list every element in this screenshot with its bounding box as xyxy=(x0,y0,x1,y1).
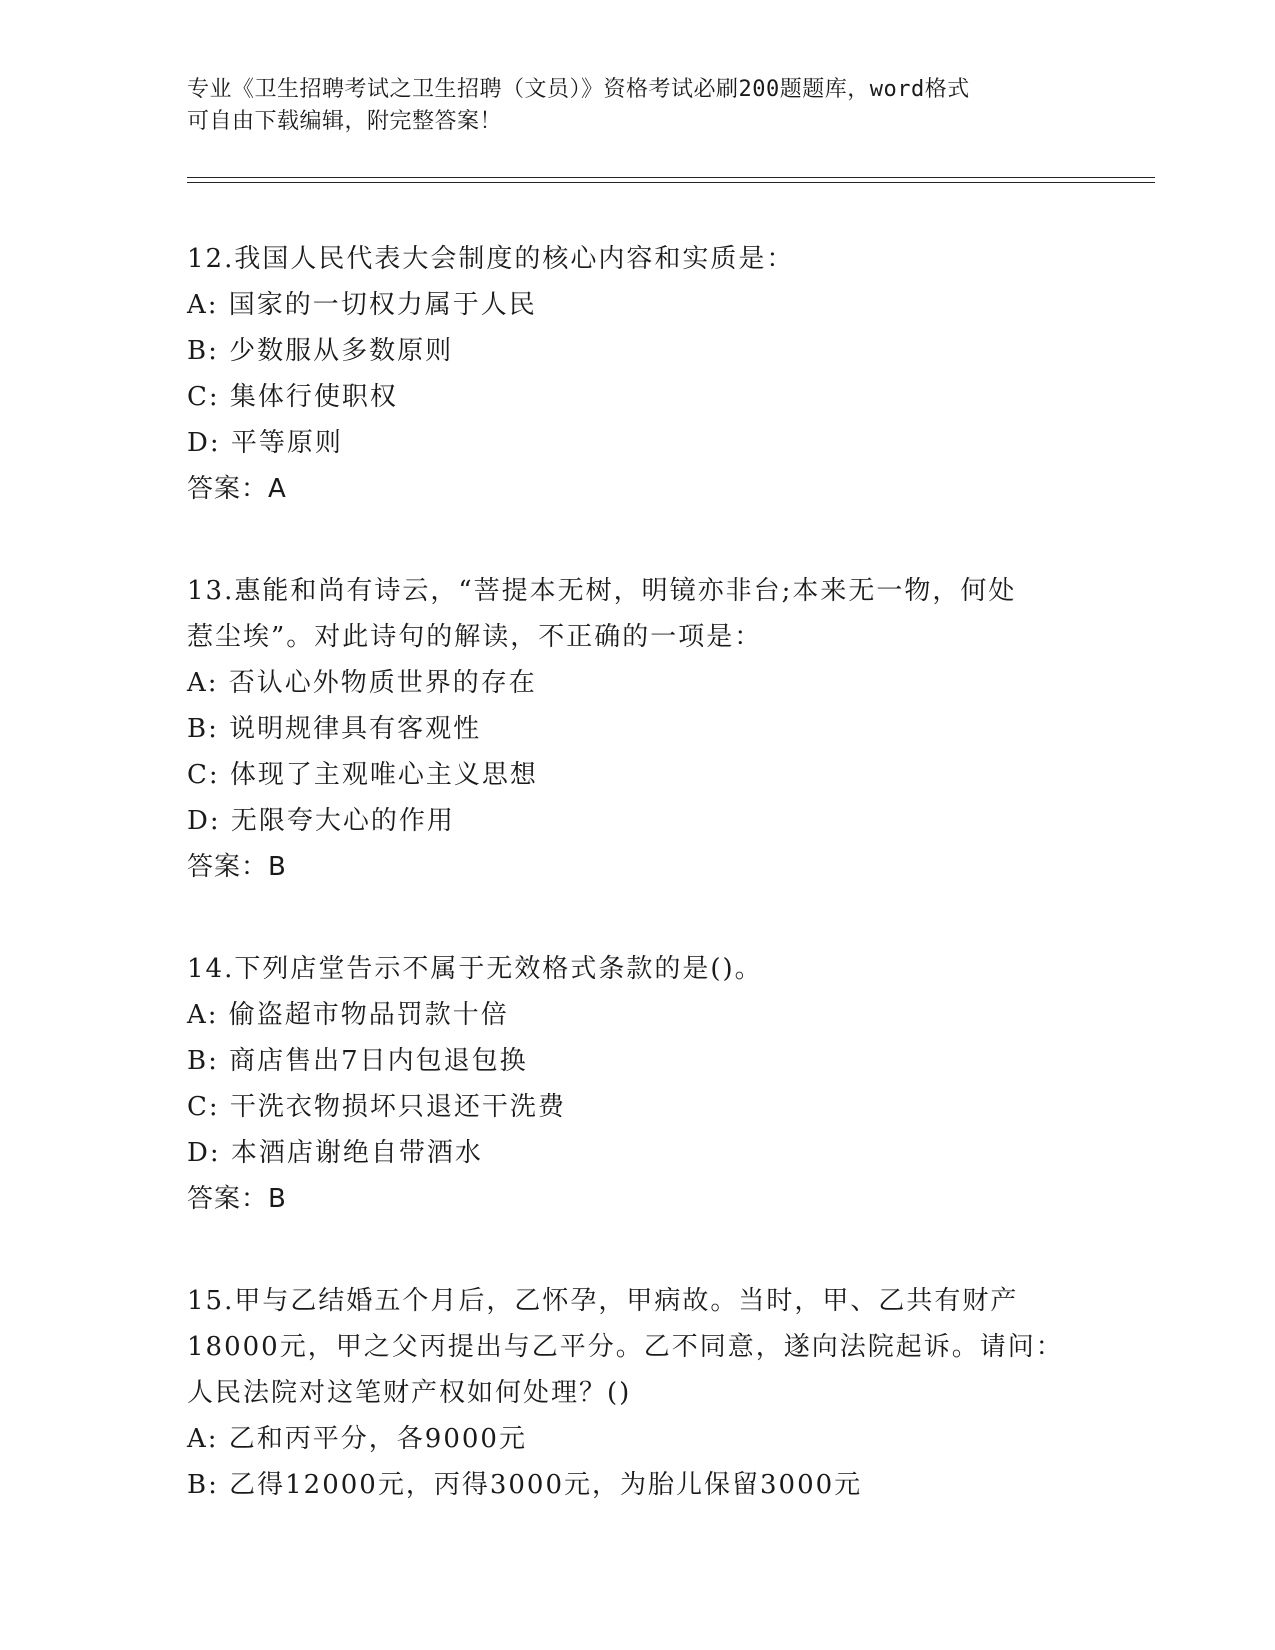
question-stem-continued: 惹尘埃”。对此诗句的解读，不正确的一项是： xyxy=(187,622,763,652)
header-line-1: 专业《卫生招聘考试之卫生招聘（文员）》资格考试必刷200题题库，word格式 xyxy=(187,77,970,102)
question-15 xyxy=(187,1278,1107,1508)
option-b: B: 说明规律具有客观性 xyxy=(187,714,482,744)
question-stem: 12.我国人民代表大会制度的核心内容和实质是： xyxy=(187,244,795,274)
answer-line: 答案：B xyxy=(187,852,287,882)
answer-line: 答案：B xyxy=(187,1184,287,1214)
header-divider-bottom xyxy=(187,182,1155,183)
option-d: D: 本酒店谢绝自带酒水 xyxy=(187,1138,483,1168)
question-12 xyxy=(187,236,1107,512)
question-stem: 14.下列店堂告示不属于无效格式条款的是()。 xyxy=(187,954,763,984)
answer-line: 答案：A xyxy=(187,474,287,504)
option-d: D: 无限夸大心的作用 xyxy=(187,806,455,836)
option-c: C: 干洗衣物损坏只退还干洗费 xyxy=(187,1092,566,1122)
question-stem: 15.甲与乙结婚五个月后，乙怀孕，甲病故。当时，甲、乙共有财产 xyxy=(187,1286,1019,1316)
option-a: A: 乙和丙平分，各9000元 xyxy=(187,1424,527,1454)
question-14 xyxy=(187,946,1107,1222)
question-stem-continued: 18000元，甲之父丙提出与乙平分。乙不同意，遂向法院起诉。请问： xyxy=(187,1332,1064,1362)
option-c: C: 体现了主观唯心主义思想 xyxy=(187,760,538,790)
header-line-2: 可自由下载编辑，附完整答案！ xyxy=(187,109,503,134)
question-stem: 13.惠能和尚有诗云，“菩提本无树，明镜亦非台;本来无一物，何处 xyxy=(187,576,1017,606)
question-stem-continued: 人民法院对这笔财产权如何处理？() xyxy=(187,1378,632,1408)
option-b: B: 少数服从多数原则 xyxy=(187,336,454,366)
document-header xyxy=(187,74,1087,138)
question-list xyxy=(187,236,1107,1564)
option-c: C: 集体行使职权 xyxy=(187,382,398,412)
header-divider-top xyxy=(187,177,1155,178)
option-a: A: 国家的一切权力属于人民 xyxy=(187,290,537,320)
option-d: D: 平等原则 xyxy=(187,428,343,458)
option-a: A: 否认心外物质世界的存在 xyxy=(187,668,537,698)
option-b: B: 商店售出7日内包退包换 xyxy=(187,1046,528,1076)
option-b: B: 乙得12000元，丙得3000元，为胎儿保留3000元 xyxy=(187,1470,863,1500)
option-a: A: 偷盗超市物品罚款十倍 xyxy=(187,1000,509,1030)
question-13 xyxy=(187,568,1107,890)
